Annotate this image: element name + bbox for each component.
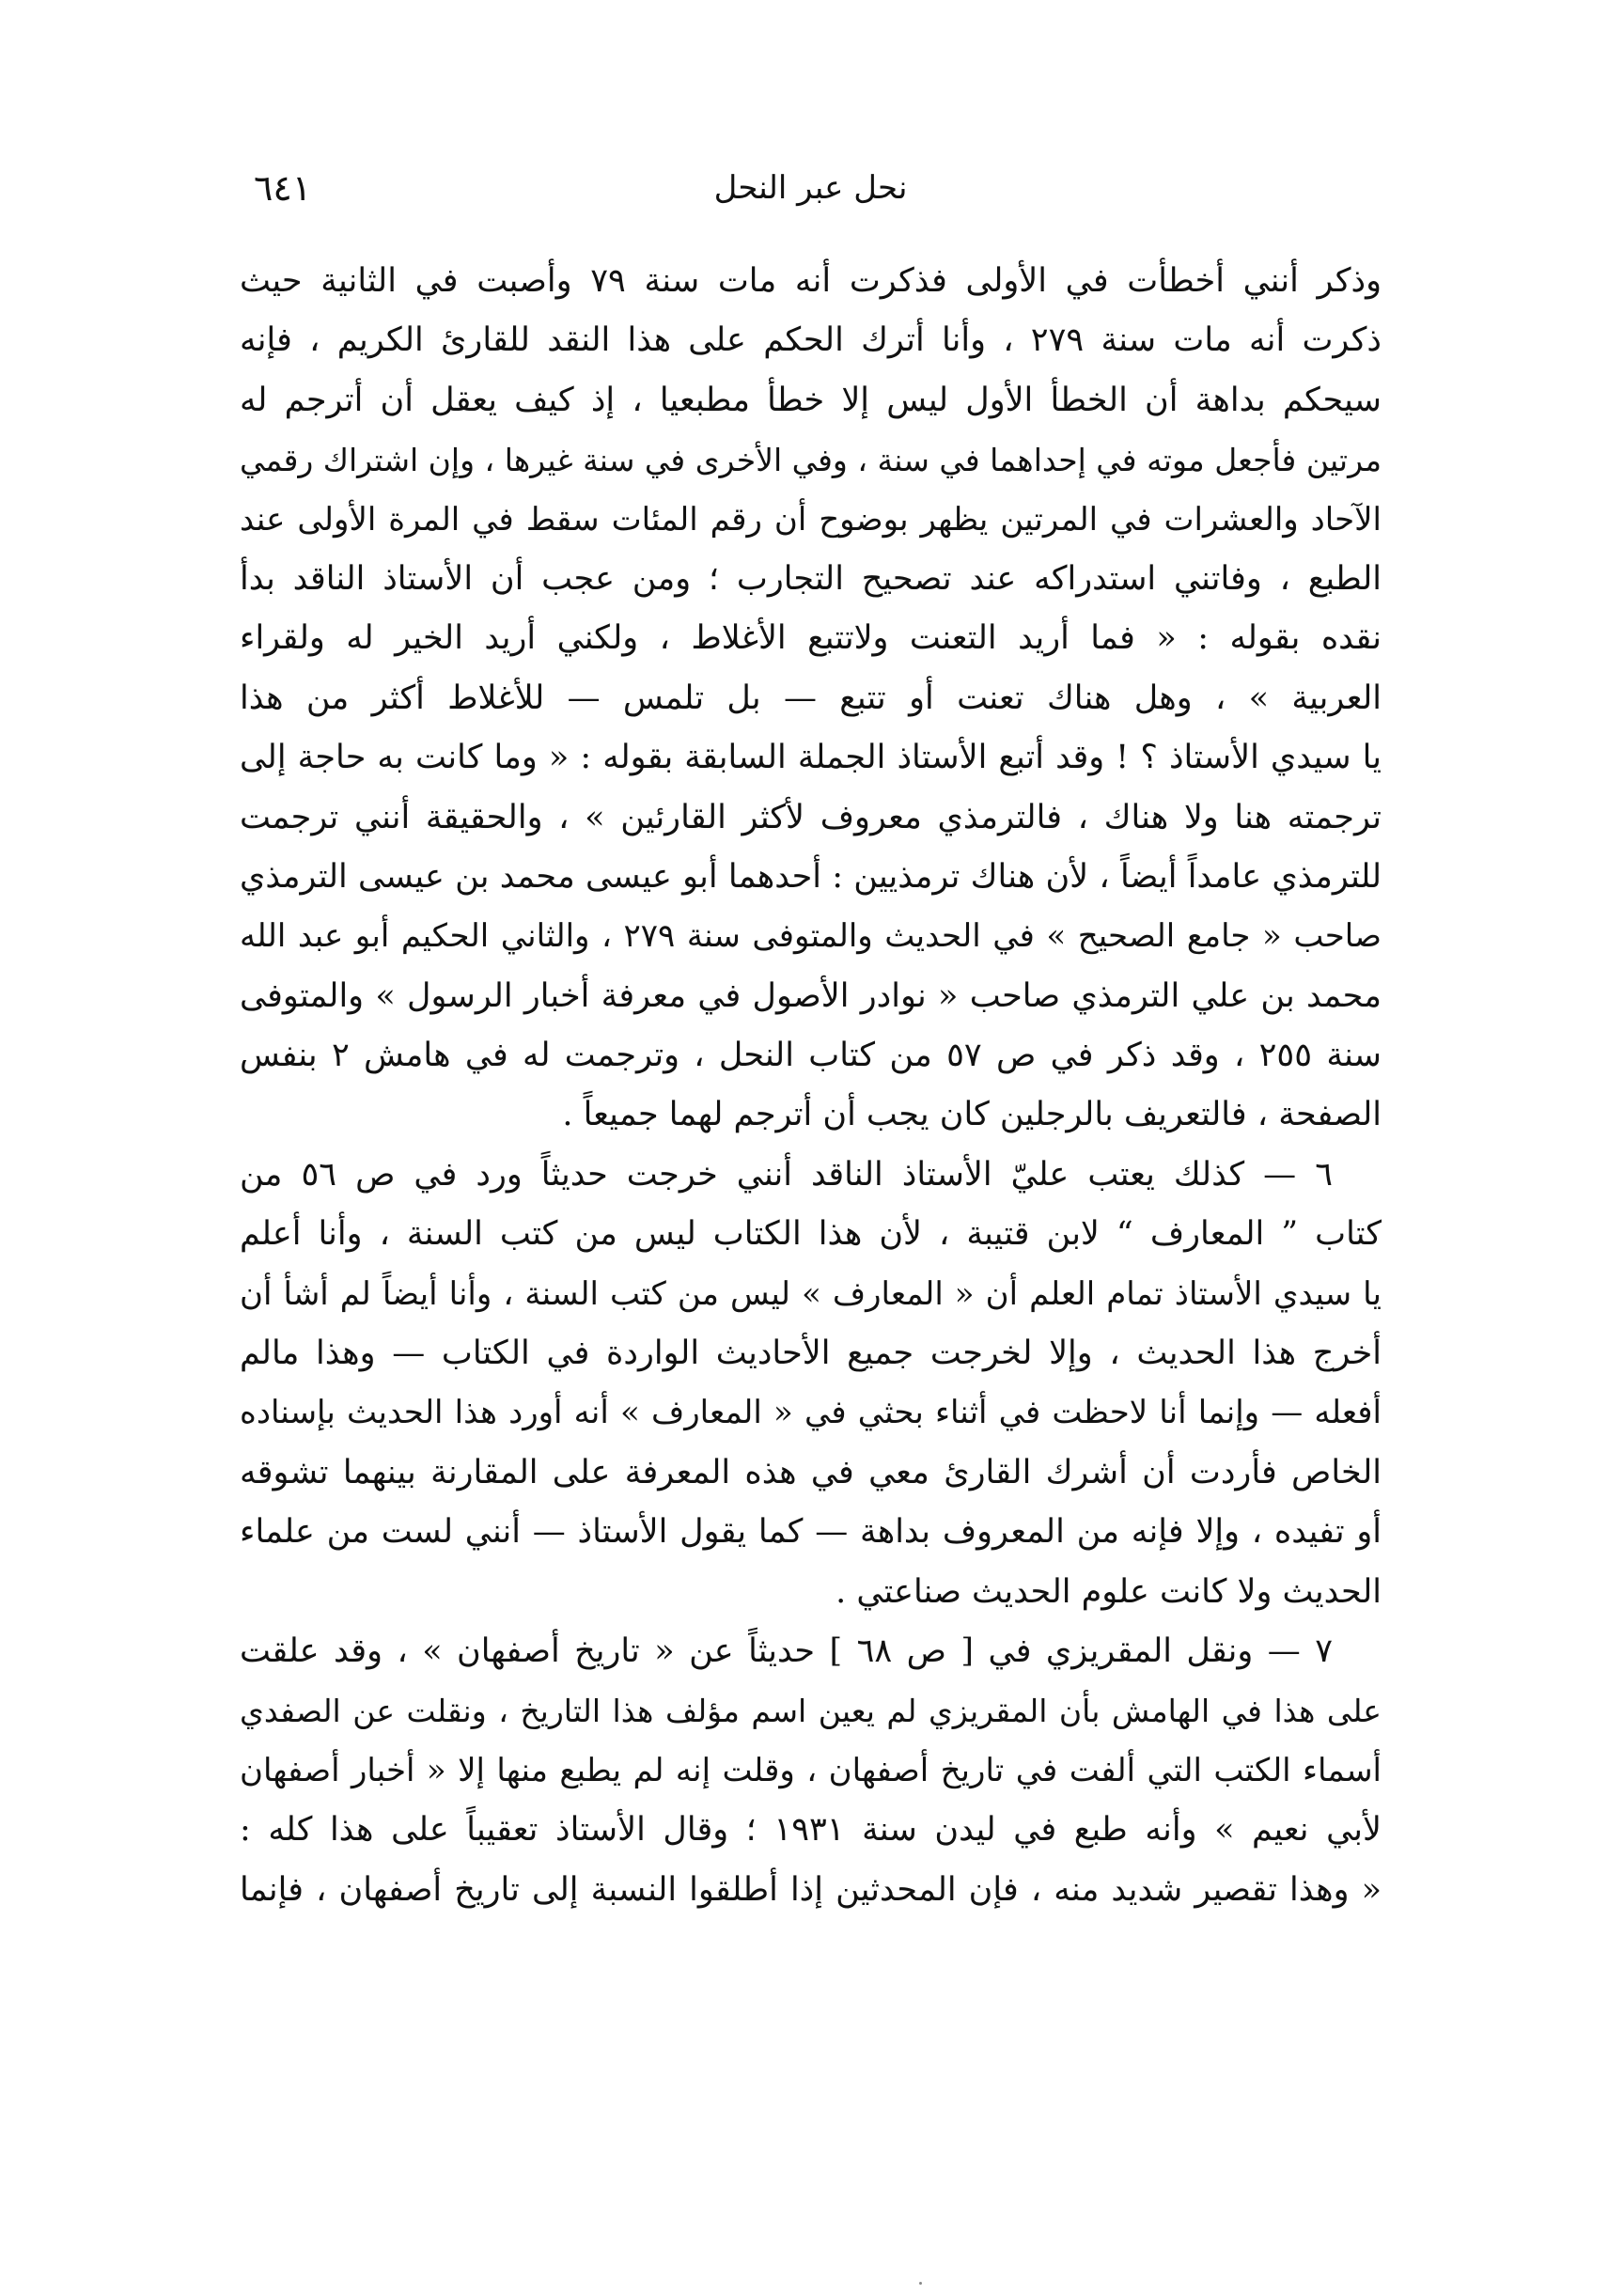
text-line: سيحكم بداهة أن الخطأ الأول ليس إلا خطأ مطبعيا ، إذ كيف يعقل أن أترجم له: [240, 381, 1382, 419]
text-line: ٦ — كذلك يعتب عليّ الأستاذ الناقد أنني خرجت حديثاً ورد في ص ٥٦ من: [240, 1155, 1333, 1194]
text-line: للترمذي عامداً أيضاً ، لأن هناك ترمذيين : أحدهما أبو عيسى محمد بن عيسى الترمذي: [240, 857, 1382, 896]
page-number: ٦٤١: [254, 167, 312, 209]
text-line: ٧ — ونقل المقريزي في [ ص ٦٨ ] حديثاً عن « تاريخ أصفهان » ، وقد علقت: [240, 1631, 1333, 1670]
text-line: ذكرت أنه مات سنة ٢٧٩ ، وأنا أترك الحكم على هذا النقد للقارئ الكريم ، فإنه: [240, 321, 1382, 360]
text-line: أو تفيده ، وإلا فإنه من المعروف بداهة — كما يقول الأستاذ — أنني لست من علماء: [240, 1513, 1382, 1552]
text-line: صاحب « جامع الصحيح » في الحديث والمتوفى سنة ٢٧٩ ، والثاني الحكيم أبو عبد الله: [240, 917, 1382, 956]
running-head: [235, 167, 1386, 224]
text-line: الحديث ولا كانت علوم الحديث صناعتي .: [835, 1572, 1382, 1611]
text-line: يا سيدي الأستاذ تمام العلم أن « المعارف » ليس من كتب السنة ، وأنا أيضاً لم أشأ أن: [240, 1274, 1382, 1313]
running-title: نحل عبر النحل: [713, 169, 908, 207]
text-line: الطبع ، وفاتني استدراكه عند تصحيح التجارب ؛ ومن عجب أن الأستاذ الناقد بدأ: [240, 559, 1382, 598]
text-line: العربية » ، وهل هناك تعنت أو تتبع — بل تلمس — للأغلاط أكثر من هذا: [240, 679, 1382, 717]
text-line: يا سيدي الأستاذ ؟ ! وقد أتبع الأستاذ الجملة السابقة بقوله : « وما كانت به حاجة إلى: [240, 739, 1382, 777]
text-line: كتاب ” المعارف “ لابن قتيبة ، لأن هذا الكتاب ليس من كتب السنة ، وأنا أعلم: [240, 1215, 1382, 1254]
text-line: ترجمته هنا ولا هناك ، فالترمذي معروف لأكثر القارئين » ، والحقيقة أنني ترجمت: [240, 798, 1382, 836]
text-line: الخاص فأردت أن أشرك القارئ معي في هذه المعرفة على المقارنة بينهما تشوقه: [240, 1453, 1382, 1491]
text-line: مرتين فأجعل موته في إحداهما في سنة ، وفي الأخرى في سنة غيرها ، وإن اشتراك رقمي: [240, 442, 1382, 479]
text-line: أخرج هذا الحديث ، وإلا لخرجت جميع الأحاديث الواردة في الكتاب — وهذا مالم: [240, 1335, 1382, 1373]
text-line: الآحاد والعشرات في المرتين يظهر بوضوح أن رقم المئات سقط في المرة الأولى عند: [240, 500, 1382, 539]
body-text: [240, 252, 1382, 1920]
text-line: أفعله — وإنما أنا لاحظت في أثناء بحثي في « المعارف » أنه أورد هذا الحديث بإسناده: [240, 1394, 1382, 1432]
text-line: سنة ٢٥٥ ، وقد ذكر في ص ٥٧ من كتاب النحل ، وترجمت له في هامش ٢ بنفس: [240, 1037, 1382, 1075]
print-speck: [919, 2282, 922, 2285]
text-line: أسماء الكتب التي ألفت في تاريخ أصفهان ، وقلت إنه لم يطبع منها إلا « أخبار أصفهان: [240, 1751, 1382, 1789]
text-line: وذكر أنني أخطأت في الأولى فذكرت أنه مات سنة ٧٩ وأصبت في الثانية حيث: [240, 262, 1382, 300]
text-line: لأبي نعيم » وأنه طبع في ليدن سنة ١٩٣١ ؛ وقال الأستاذ تعقيباً على هذا كله :: [240, 1811, 1382, 1850]
text-line: محمد بن علي الترمذي صاحب « نوادر الأصول في معرفة أخبار الرسول » والمتوفى: [240, 976, 1382, 1015]
text-line: على هذا في الهامش بأن المقريزي لم يعين اسم مؤلف هذا التاريخ ، ونقلت عن الصفدي: [240, 1693, 1382, 1730]
text-line: « وهذا تقصير شديد منه ، فإن المحدثين إذا أطلقوا النسبة إلى تاريخ أصفهان ، فإنما: [240, 1870, 1382, 1909]
text-line: نقده بقوله : « فما أريد التعنت ولاتتبع الأغلاط ، ولكني أريد الخير له ولقراء: [240, 619, 1382, 658]
text-line: الصفحة ، فالتعريف بالرجلين كان يجب أن أترجم لهما جميعاً .: [562, 1096, 1382, 1134]
